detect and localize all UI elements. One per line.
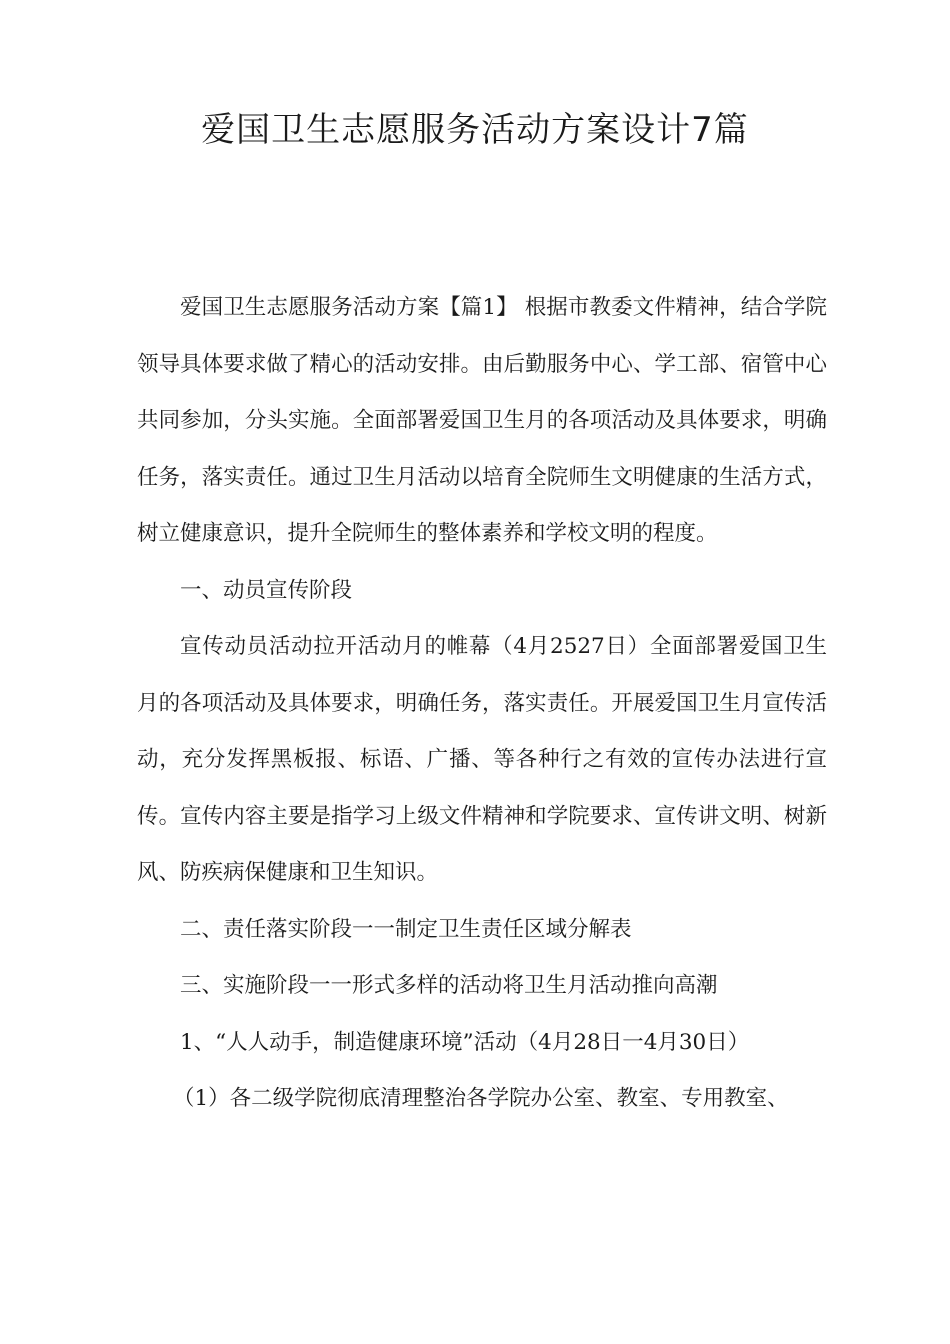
document-body (137, 280, 827, 1128)
document-title: 爱国卫生志愿服务活动方案设计7篇 (201, 110, 749, 150)
list-item-1: 1、“人人动手，制造健康环境”活动（4月28日一4月30日） (180, 1029, 750, 1055)
list-subitem-1: （1）各二级学院彻底清理整治各学院办公室、教室、专用教室、 (173, 1086, 789, 1111)
section-heading-1: 一、动员宣传阶段 (180, 577, 353, 603)
section-heading-3: 三、实施阶段一一形式多样的活动将卫生月活动推向高潮 (180, 973, 718, 998)
paragraph-intro: 爱国卫生志愿服务活动方案【篇1】 根据市教委文件精神，结合学院领导具体要求做了精心的活动安排。由后勤服务中心、学工部、宿管中心共同参加，分头实施。全面部署爱国卫生月的各项活动及具体要求，明确任务，落实责任。通过卫生月活动以培育全院师生文明健康的生活方式，树立健康意识，提升全院师生的整体素养和学校文明的程度。 (137, 295, 827, 546)
paragraph-publicity: 宣传动员活动拉开活动月的帷幕（4月2527日）全面部署爱国卫生月的各项活动及具体要求，明确任务，落实责任。开展爱国卫生月宣传活动，充分发挥黑板报、标语、广播、等各种行之有效的宣传办法进行宣传。宣传内容主要是指学习上级文件精神和学院要求、宣传讲文明、树新风、防疾病保健康和卫生知识。 (137, 634, 827, 885)
section-heading-2: 二、责任落实阶段一一制定卫生责任区域分解表 (180, 916, 632, 942)
